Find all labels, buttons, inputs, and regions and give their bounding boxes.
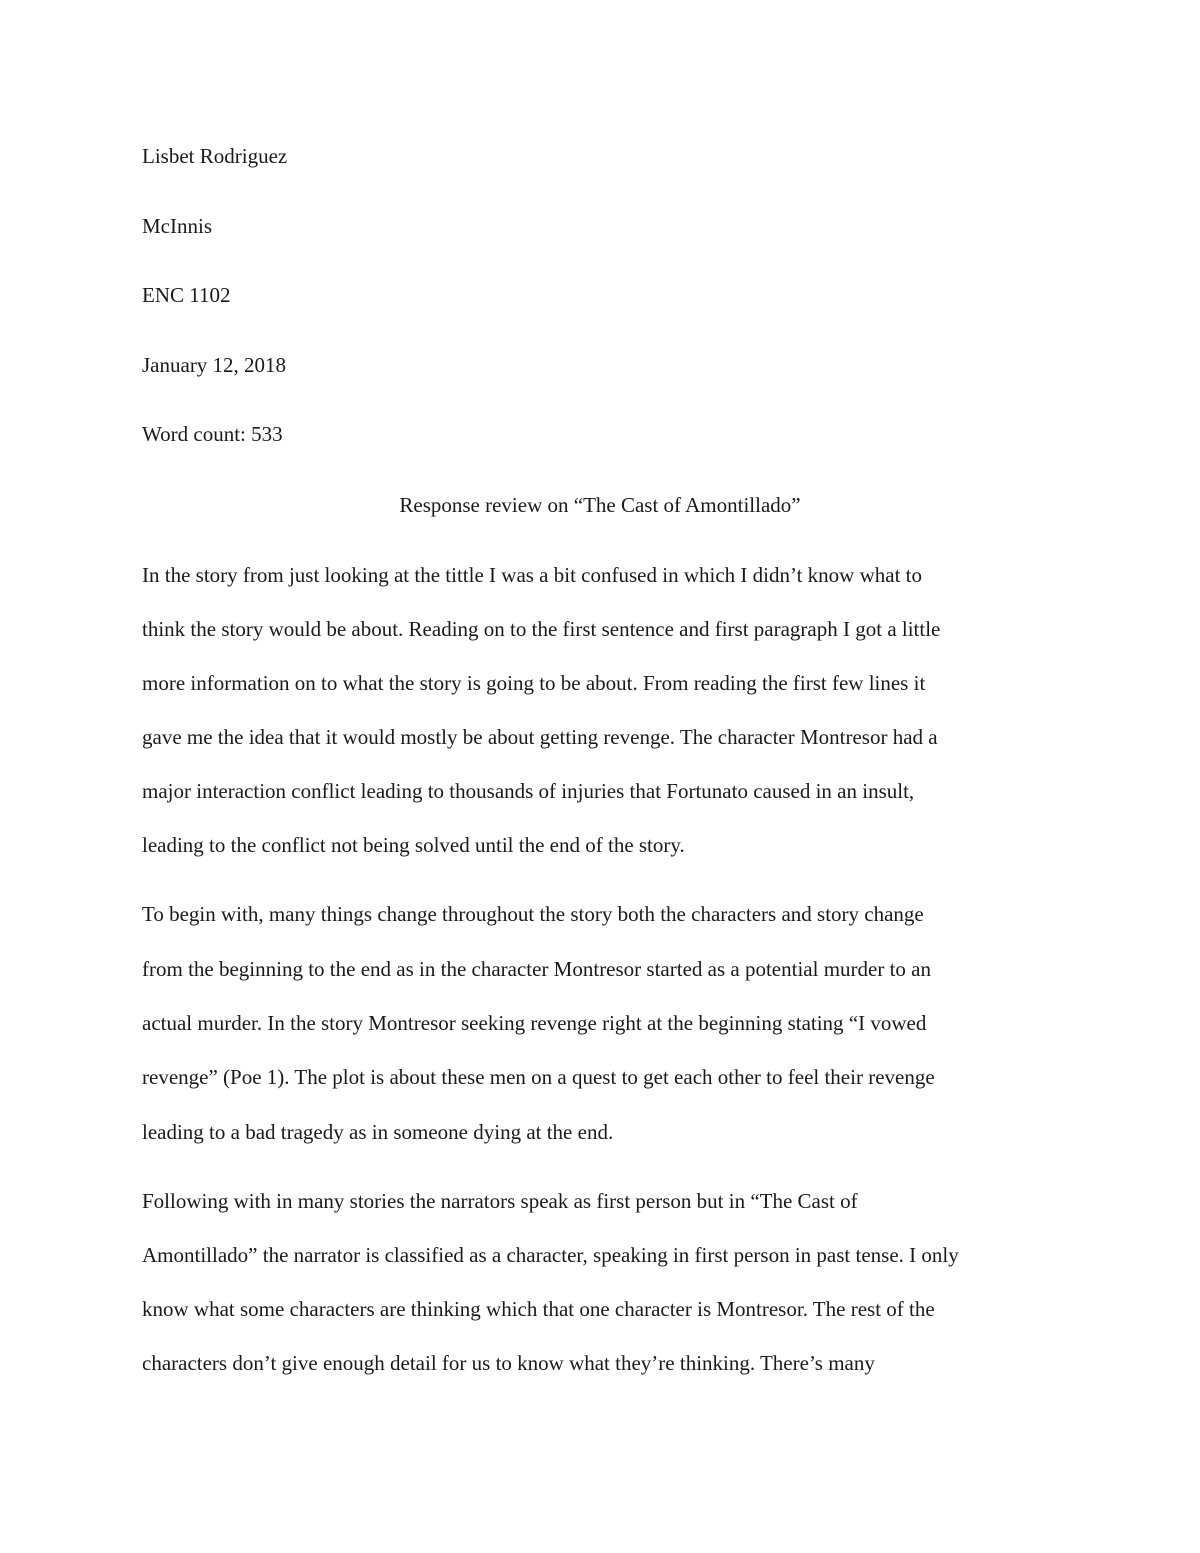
body-line: To begin with, many things change throughout the story both the characters and story change (142, 902, 924, 926)
body-line: actual murder. In the story Montresor seeking revenge right at the beginning stating “I vowed (142, 1011, 927, 1035)
body-line: Following with in many stories the narrators speak as first person but in “The Cast of (142, 1189, 858, 1213)
body-line: revenge” (Poe 1). The plot is about these men on a quest to get each other to feel their revenge (142, 1065, 935, 1089)
document-date: January 12, 2018 (142, 353, 287, 377)
body-line: from the beginning to the end as in the character Montresor started as a potential murder to an (142, 957, 931, 981)
body-line: Amontillado” the narrator is classified as a character, speaking in first person in past tense. I only (142, 1243, 959, 1267)
body-line: leading to the conflict not being solved until the end of the story. (142, 833, 685, 857)
body-line: gave me the idea that it would mostly be about getting revenge. The character Montresor had a (142, 725, 938, 749)
body-line: more information on to what the story is going to be about. From reading the first few lines it (142, 671, 926, 695)
body-line: know what some characters are thinking which that one character is Montresor. The rest of the (142, 1297, 935, 1321)
document-title: Response review on “The Cast of Amontillado” (399, 493, 801, 517)
body-line: In the story from just looking at the tittle I was a bit confused in which I didn’t know what to (142, 563, 922, 587)
author-name: Lisbet Rodriguez (142, 144, 288, 168)
course-code: ENC 1102 (142, 283, 231, 307)
word-count: Word count: 533 (142, 422, 283, 446)
instructor-name: McInnis (142, 214, 212, 238)
body-line: characters don’t give enough detail for us to know what they’re thinking. There’s many (142, 1351, 875, 1375)
body-line: think the story would be about. Reading on to the first sentence and first paragraph I got a little (142, 617, 941, 641)
body-line: leading to a bad tragedy as in someone dying at the end. (142, 1120, 614, 1144)
body-line: major interaction conflict leading to thousands of injuries that Fortunato caused in an insult, (142, 779, 915, 803)
